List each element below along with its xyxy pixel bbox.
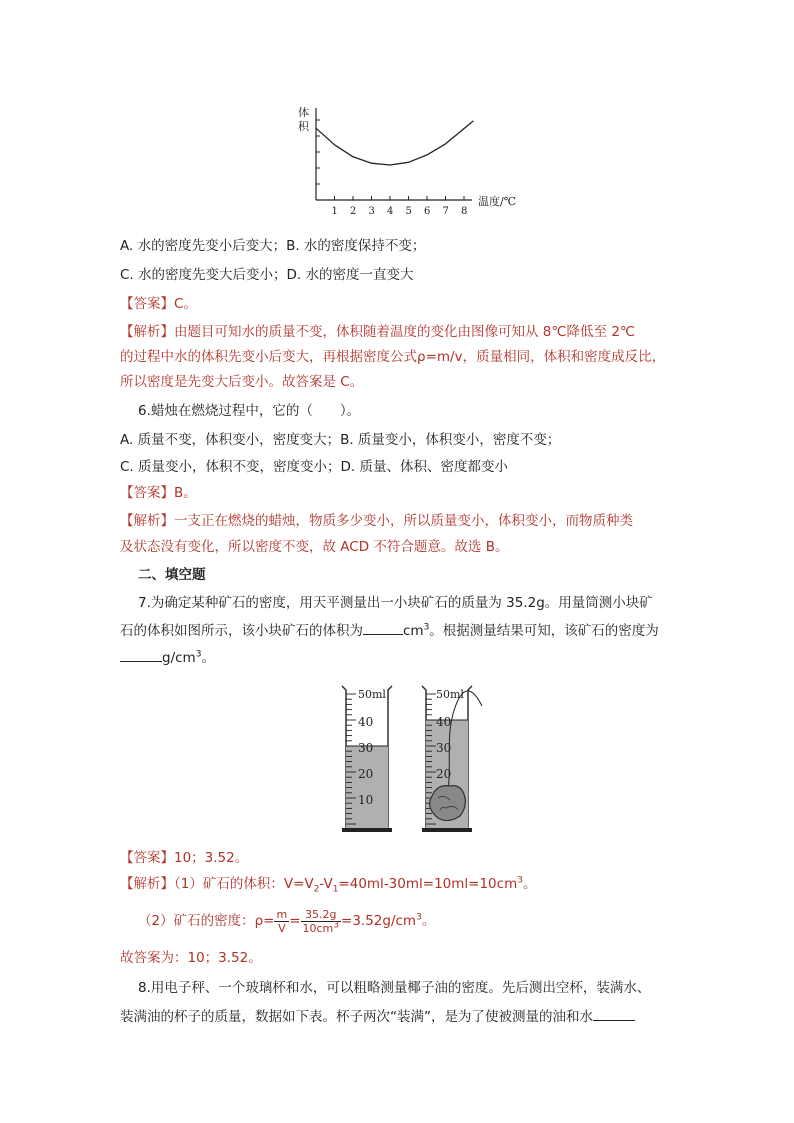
q7-conclusion: 故答案为：10；3.52。 <box>120 950 262 966</box>
analysis-text: 一支正在燃烧的蜡烛，物质多少变小，所以质量变小，体积变小，而物质种类 <box>174 513 633 529</box>
x-tick-label: 7 <box>442 206 449 217</box>
q8-line-1: 8.用电子秤、一个玻璃杯和水，可以粗略测量椰子油的密度。先后测出空杯，装满水、 <box>138 980 651 996</box>
fraction-mass-over-volume: $\frac{35.2g}{10cm^3}$ <box>302 907 340 935</box>
fill-blank-density[interactable] <box>120 647 162 662</box>
x-tick-label: 3 <box>368 206 375 217</box>
q5-options-ab: A. 水的密度先变小后变大；B. 水的密度保持不变； <box>120 238 426 254</box>
measuring-cylinders-figure <box>330 680 500 835</box>
x-tick-label: 5 <box>405 206 412 217</box>
q7-stem-line-1: 7.为确定某种矿石的密度，用天平测量出一小块矿石的质量为 35.2g。用量筒测小块矿 <box>138 595 653 611</box>
x-tick-label: 6 <box>424 206 431 217</box>
volume-curve <box>316 121 473 165</box>
q6-answer <box>120 483 197 503</box>
q6-analysis-line-1 <box>120 511 633 531</box>
cyl-left-label-40: 40 <box>358 715 374 729</box>
q7-analysis-line-2: （2）矿石的密度：ρ= $\frac{m}{V}$ = $\frac{35.2g}{10cm^3}$ $=3.52g/cm^3$。 <box>138 907 436 935</box>
cyl-left-label-10: 10 <box>358 793 374 807</box>
volume-temperature-graph <box>292 100 542 220</box>
cylinder-left <box>342 686 392 832</box>
x-tick-label: 4 <box>387 206 394 217</box>
cyl-right-label-40: 40 <box>436 715 452 729</box>
answer-tag: 【答案】 <box>120 850 174 866</box>
answer-text: B。 <box>174 485 197 501</box>
x-tick-label: 1 <box>331 206 338 217</box>
cyl-left-label-20: 20 <box>358 767 374 781</box>
q7-stem-line-2: 石的体积如图所示，该小块矿石的体积为 $cm^3$。根据测量结果可知，该矿石的密度为 <box>120 620 659 641</box>
cylinder-right <box>422 686 482 832</box>
q5-analysis-line-2: 的过程中水的体积先变小后变大，再根据密度公式ρ=m/v，质量相同，体积和密度成反比， <box>120 349 666 365</box>
fill-blank-volume[interactable] <box>363 620 403 635</box>
answer-text: 10；3.52。 <box>174 850 249 866</box>
answer-tag: 【答案】 <box>120 485 174 501</box>
answer-tag: 【答案】 <box>120 296 174 312</box>
cyl-right-label-50: 50ml <box>436 688 464 701</box>
q6-stem: 6.蜡烛在燃烧过程中，它的（ ）。 <box>138 403 361 419</box>
q6-options-cd: C. 质量变小，体积不变，密度变小；D. 质量、体积、密度都变小 <box>120 459 508 475</box>
ore-rock <box>430 786 466 821</box>
q5-answer <box>120 294 197 314</box>
cyl-right-label-20: 20 <box>436 767 452 781</box>
analysis-text: 由题目可知水的质量不变，体积随着温度的变化由图像可知从 8℃降低至 2℃ <box>174 324 636 340</box>
cyl-left-label-50: 50ml <box>358 688 386 701</box>
graph-y-label-1: 体 <box>298 106 309 119</box>
q5-analysis-line-3: 所以密度是先变大后变小。故答案是 C。 <box>120 374 364 390</box>
q7-stem-line-3: $g/cm^3$。 <box>120 647 215 668</box>
graph-x-label: 温度/℃ <box>478 195 517 208</box>
q7-analysis-line-1: 【解析】（1）矿石的体积：$V=V_2-V_1=40ml-30ml=10ml=10cm^3$。 <box>120 875 537 895</box>
analysis-tag: 【解析】 <box>120 324 174 340</box>
q5-analysis-line-1 <box>120 322 635 342</box>
graph-y-label-2: 积 <box>298 120 309 133</box>
answer-text: C。 <box>174 296 197 312</box>
q8-line-2: 装满油的杯子的质量，数据如下表。杯子两次“装满”，是为了使被测量的油和水 <box>120 1006 635 1027</box>
cyl-left-label-30: 30 <box>358 741 374 755</box>
q7-answer <box>120 848 248 868</box>
section-title: 二、填空题 <box>138 567 206 583</box>
analysis-tag: 【解析】 <box>120 513 174 529</box>
x-tick-label: 8 <box>461 206 468 217</box>
x-tick-label: 2 <box>350 206 357 217</box>
cyl-right-label-30: 30 <box>436 741 452 755</box>
q6-options-ab: A. 质量不变，体积变小，密度变大；B. 质量变小，体积变小，密度不变； <box>120 432 561 448</box>
fill-blank-q8[interactable] <box>593 1006 635 1021</box>
q5-options-cd: C. 水的密度先变大后变小；D. 水的密度一直变大 <box>120 267 414 283</box>
fraction-m-over-v: $\frac{m}{V}$ <box>276 907 288 935</box>
q6-analysis-line-2: 及状态没有变化，所以密度不变，故 ACD 不符合题意。故选 B。 <box>120 539 509 555</box>
